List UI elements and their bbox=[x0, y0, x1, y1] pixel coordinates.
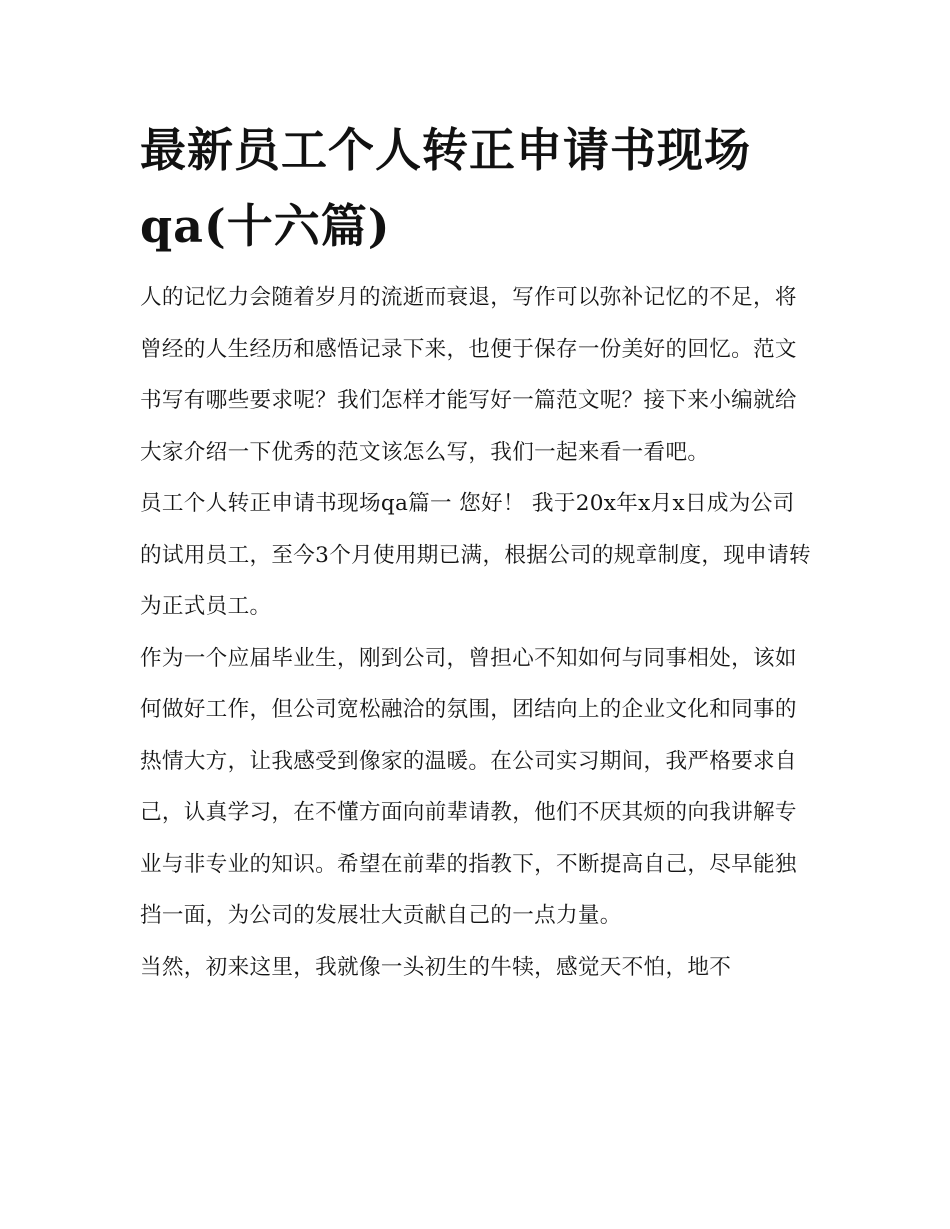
paragraph-application: 员工个人转正申请书现场qa篇一 您好！ 我于20x年x月x日成为公司的试用员工，至今3个月使用期已满，根据公司的规章制度，现申请转为正式员工。 bbox=[140, 491, 811, 619]
paragraph-continuation: 当然，初来这里，我就像一头初生的牛犊，感觉天不怕，地不 bbox=[140, 954, 732, 980]
document-body bbox=[140, 112, 812, 993]
document-title: 最新员工个人转正申请书现场qa(十六篇) bbox=[140, 123, 751, 253]
paragraph-intro: 人的记忆力会随着岁月的流逝而衰退，写作可以弥补记忆的不足，将曾经的人生经历和感悟记录下来，也便于保存一份美好的回忆。范文书写有哪些要求呢？我们怎样才能写好一篇范文呢？接下来小编就给大家介绍一下优秀的范文该怎么写，我们一起来看一看吧。 bbox=[140, 285, 797, 465]
paragraph-experience: 作为一个应届毕业生，刚到公司，曾担心不知如何与同事相处，该如何做好工作，但公司宽松融洽的氛围，团结向上的企业文化和同事的热情大方，让我感受到像家的温暖。在公司实习期间，我严格要求自己，认真学习，在不懂方面向前辈请教，他们不厌其烦的向我讲解专业与非专业的知识。希望在前辈的指教下，不断提高自己，尽早能独挡一面，为公司的发展壮大贡献自己的一点力量。 bbox=[140, 645, 797, 928]
